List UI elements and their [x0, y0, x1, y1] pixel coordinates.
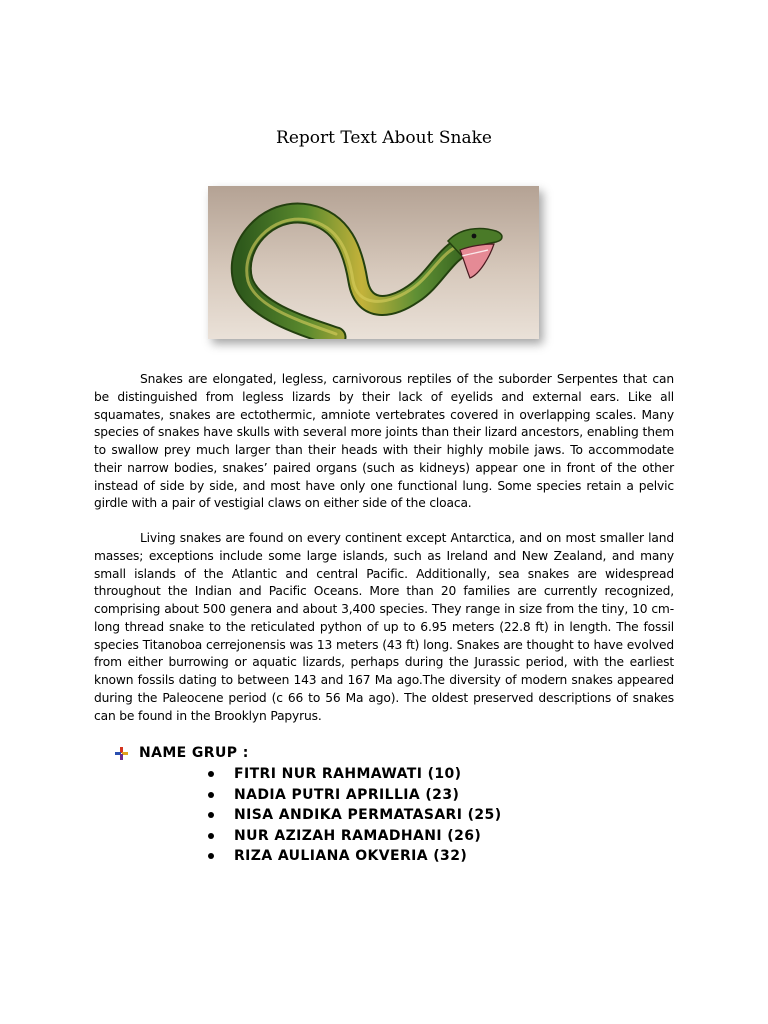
member-name: RIZA AULIANA OKVERIA (32) — [234, 848, 468, 865]
four-color-cross-bullet-icon — [114, 746, 129, 761]
list-item — [206, 785, 502, 806]
member-name: NUR AZIZAH RAMADHANI (26) — [234, 827, 482, 844]
list-item — [206, 764, 502, 785]
bullet-dot-icon — [208, 812, 214, 818]
list-item — [206, 805, 502, 826]
bullet-dot-icon — [208, 792, 214, 798]
member-name: FITRI NUR RAHMAWATI (10) — [234, 766, 462, 783]
body-paragraph-2: Living snakes are found on every continent except Antarctica, and on most smaller land masses; exceptions include some large islands, such as Ireland and New Zealand, and many small islands of the Atlantic and central Pacific. Additionally, sea snakes are widespread throughout the Indian and Pacific Oceans. More than 20 families are currently recognized, comprising about 500 genera and about 3,400 species. They range in size from the tiny, 10 cm-long thread snake to the reticulated python of up to 6.95 meters (22.8 ft) in length. The fossil species Titanoboa cerrejonensis was 13 meters (43 ft) long. Snakes are thought to have evolved from either burrowing or aquatic lizards, perhaps during the Jurassic period, with the earliest known fossils dating to between 143 and 167 Ma ago.The diversity of modern snakes appeared during the Paleocene period (c 66 to 56 Ma ago). The oldest preserved descriptions of snakes can be found in the Brooklyn Papyrus. — [94, 531, 674, 723]
list-item — [206, 826, 502, 847]
page-title: Report Text About Snake — [276, 128, 492, 148]
member-name: NADIA PUTRI APRILLIA (23) — [234, 786, 460, 803]
member-name: NISA ANDIKA PERMATASARI (25) — [234, 807, 502, 824]
snake-illustration — [208, 186, 539, 339]
snake-photo — [208, 186, 539, 339]
bullet-dot-icon — [208, 833, 214, 839]
group-heading-label: NAME GRUP : — [139, 745, 249, 761]
bullet-dot-icon — [208, 771, 214, 777]
bullet-dot-icon — [208, 853, 214, 859]
group-heading — [114, 743, 249, 763]
body-paragraph-1: Snakes are elongated, legless, carnivorous reptiles of the suborder Serpentes that can be distinguished from legless lizards by their lack of eyelids and external ears. Like all squamates, snakes are ectothermic, amniote vertebrates covered in overlapping scales. Many species of snakes have skulls with several more joints than their lizard ancestors, enabling them to swallow prey much larger than their heads with their highly mobile jaws. To accommodate their narrow bodies, snakes’ paired organs (such as kidneys) appear one in front of the other instead of side by side, and most have only one functional lung. Some species retain a pelvic girdle with a pair of vestigial claws on either side of the cloaca. — [94, 372, 674, 511]
list-item — [206, 846, 502, 867]
member-list — [206, 764, 502, 867]
